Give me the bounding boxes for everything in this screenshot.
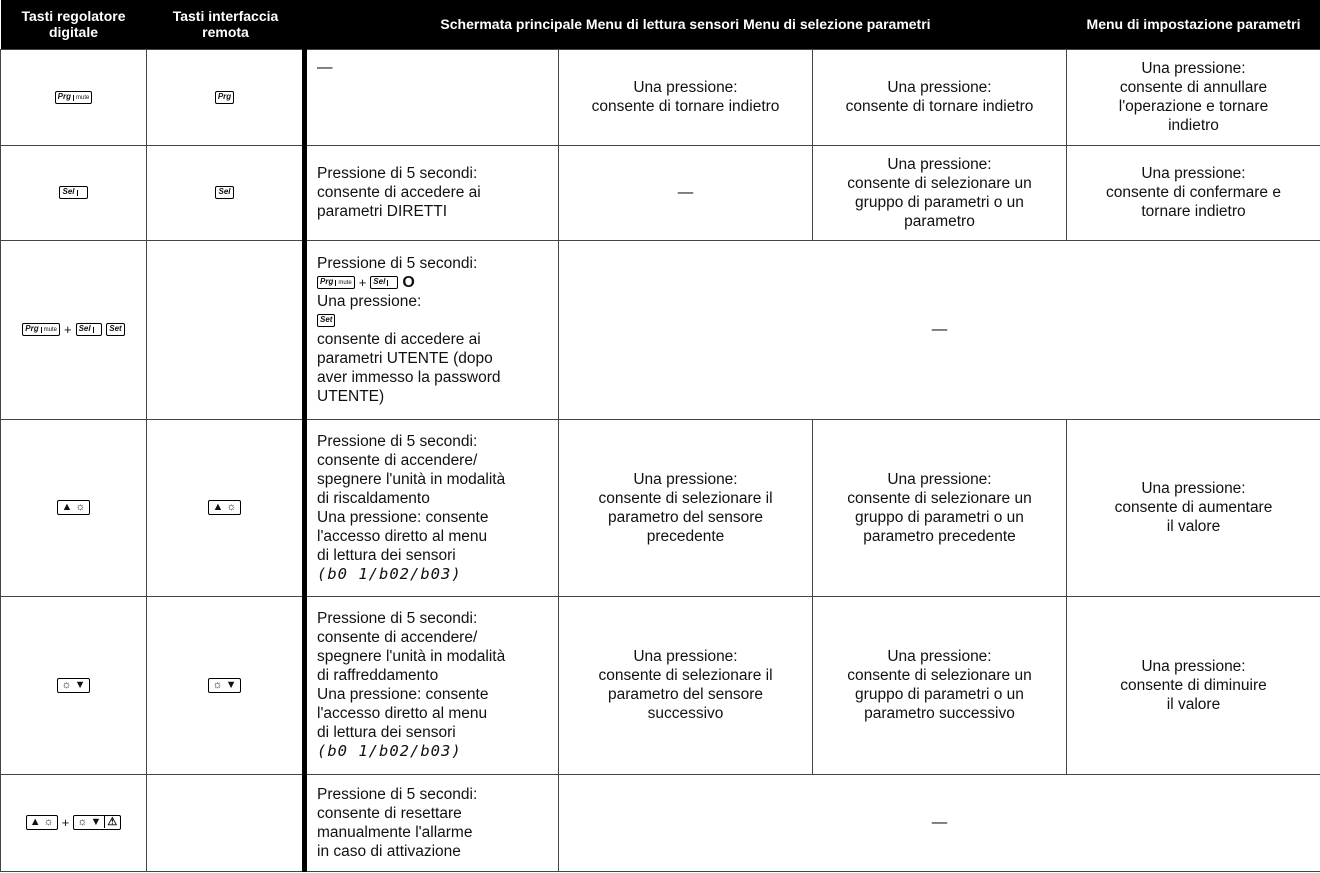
table-row <box>1 419 1320 596</box>
prg-mute-key-icon: Prg mute <box>317 276 355 289</box>
setting-menu-cell: Una pressione: consente di confermare e tornare indietro <box>1067 145 1320 240</box>
select-menu-cell: Una pressione: consente di selezionare un gruppo di parametri o un parametro successivo <box>813 596 1067 774</box>
main-text-line: consente di accedere ai parametri UTENTE (dopo aver immesso la password UTENTE) <box>317 330 501 405</box>
plus-sign: + <box>61 815 70 830</box>
header-digital-keys: Tasti regolatore digitale <box>1 0 147 49</box>
main-text: Pressione di 5 secondi: consente di accendere/ spegnere l'unità in modalità di raffreddamento Una pressione: consente l'accesso diretto al menu di lettura dei sensori <box>317 610 506 741</box>
digital-key-cell <box>1 419 147 596</box>
alarm-icon: ⚠ <box>104 816 117 828</box>
sensor-codes: (b0 1/b02/b03) <box>317 564 462 583</box>
sensor-menu-cell: Una pressione: consente di selezionare il parametro del sensore precedente <box>559 419 813 596</box>
or-label: O <box>402 273 415 291</box>
table-row <box>1 49 1320 145</box>
digital-key-cell <box>1 49 147 145</box>
prg-key-icon: Prg <box>215 91 234 104</box>
setting-menu-cell: Una pressione: consente di aumentare il valore <box>1067 419 1320 596</box>
merged-cell: — <box>559 240 1320 419</box>
remote-key-cell <box>147 240 305 419</box>
header-remote-keys: Tasti interfaccia remota <box>147 0 305 49</box>
key-line <box>317 311 552 330</box>
up-sun-key-icon: ▲ ☼ <box>208 500 240 515</box>
sensor-menu-cell: — <box>559 145 813 240</box>
select-menu-cell: Una pressione: consente di tornare indietro <box>813 49 1067 145</box>
table-row <box>1 145 1320 240</box>
main-screen-cell: Pressione di 5 secondi: consente di accedere ai parametri DIRETTI <box>305 145 559 240</box>
remote-key-cell <box>147 596 305 774</box>
sel-key-icon: Sel <box>215 186 233 199</box>
table-row <box>1 774 1320 871</box>
header-setting-menu: Menu di impostazione parametri <box>1067 0 1320 49</box>
sel-key-icon: Sel <box>59 186 87 199</box>
remote-key-cell <box>147 49 305 145</box>
table-row <box>1 596 1320 774</box>
header-menus: Schermata principale Menu di lettura sensori Menu di selezione parametri <box>305 0 1067 49</box>
main-screen-cell <box>305 419 559 596</box>
sun-down-key-icon: ☼ ▼ <box>57 678 89 693</box>
key-combo-line <box>317 273 552 292</box>
sensor-menu-cell: Una pressione: consente di selezionare il parametro del sensore successivo <box>559 596 813 774</box>
header-row <box>1 0 1320 49</box>
digital-key-cell <box>1 240 147 419</box>
sensor-menu-cell: Una pressione: consente di tornare indietro <box>559 49 813 145</box>
remote-key-cell <box>147 419 305 596</box>
set-key-icon: Set <box>317 314 335 327</box>
prg-mute-key-icon: Prg mute <box>22 323 60 336</box>
sun-down-key-icon: ☼ ▼ <box>208 678 240 693</box>
sun-down-key-icon: ☼ ▼ ⚠ <box>73 815 121 830</box>
main-text-line: Una pressione: <box>317 292 422 310</box>
main-text-line: Pressione di 5 secondi: <box>317 254 478 272</box>
up-sun-key-icon: ▲ ☼ <box>26 815 58 830</box>
setting-menu-cell: Una pressione: consente di annullare l'operazione e tornare indietro <box>1067 49 1320 145</box>
digital-key-cell <box>1 596 147 774</box>
main-screen-cell: — <box>305 49 559 145</box>
table-row <box>1 240 1320 419</box>
plus-sign: + <box>63 322 72 337</box>
main-screen-cell <box>305 596 559 774</box>
main-screen-cell <box>305 240 559 419</box>
sel-key-icon: Sel <box>370 276 398 289</box>
set-key-icon: Set <box>106 323 124 336</box>
setting-menu-cell: Una pressione: consente di diminuire il valore <box>1067 596 1320 774</box>
remote-key-cell <box>147 145 305 240</box>
plus-sign: + <box>358 274 367 290</box>
remote-key-cell <box>147 774 305 871</box>
digital-key-cell <box>1 145 147 240</box>
main-screen-cell: Pressione di 5 secondi: consente di resettare manualmente l'allarme in caso di attivazione <box>305 774 559 871</box>
merged-cell: — <box>559 774 1320 871</box>
digital-key-cell <box>1 774 147 871</box>
up-sun-key-icon: ▲ ☼ <box>57 500 89 515</box>
prg-mute-key-icon: Prg mute <box>55 91 93 104</box>
select-menu-cell: Una pressione: consente di selezionare un gruppo di parametri o un parametro <box>813 145 1067 240</box>
main-text: Pressione di 5 secondi: consente di accendere/ spegnere l'unità in modalità di riscaldamento Una pressione: consente l'accesso diretto al menu di lettura dei sensori <box>317 432 506 564</box>
select-menu-cell: Una pressione: consente di selezionare un gruppo di parametri o un parametro precedente <box>813 419 1067 596</box>
sel-key-icon: Sel <box>76 323 102 336</box>
sensor-codes: (b0 1/b02/b03) <box>317 742 462 760</box>
